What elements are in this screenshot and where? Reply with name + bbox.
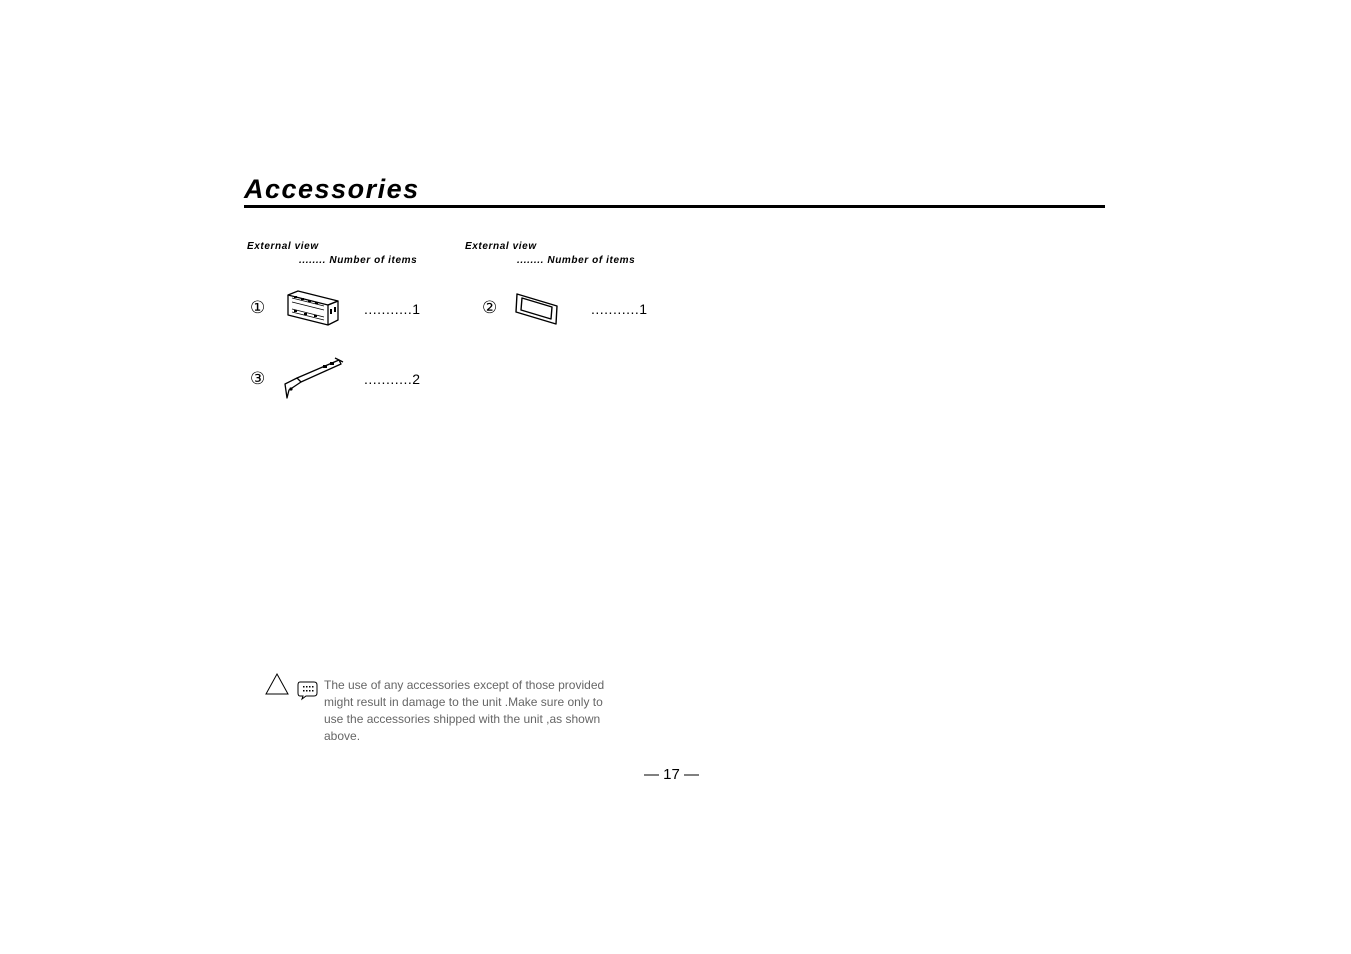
caution-note-line-3: use the accessories shipped with the unit ,as shown xyxy=(324,712,601,726)
item-1-count: ...........1 xyxy=(364,301,421,317)
caution-note-line-2: might result in damage to the unit .Make sure only to xyxy=(324,695,603,709)
release-key-icon xyxy=(283,356,345,402)
warning-triangle-icon xyxy=(264,672,290,696)
trim-frame-icon xyxy=(514,291,560,327)
column-2-subheader: ........ Number of items xyxy=(517,255,636,266)
memo-note-icon xyxy=(296,679,320,701)
caution-note-line-4: above. xyxy=(324,729,361,743)
mounting-sleeve-icon xyxy=(284,289,342,329)
item-3-marker: ③ xyxy=(250,369,266,389)
caution-note xyxy=(324,677,644,745)
item-3-count: ...........2 xyxy=(364,371,421,387)
caution-note-line-1: The use of any accessories except of those provided xyxy=(324,678,605,692)
page-number: — 17 — xyxy=(644,766,700,783)
item-2-marker: ② xyxy=(482,298,498,318)
page-title: Accessories xyxy=(244,174,420,204)
column-1-subheader: ........ Number of items xyxy=(299,255,418,266)
column-1-header: External view xyxy=(247,241,319,252)
column-2-header: External view xyxy=(465,241,537,252)
item-1-marker: ① xyxy=(250,298,266,318)
item-2-count: ...........1 xyxy=(591,301,648,317)
title-underline xyxy=(244,205,1105,208)
